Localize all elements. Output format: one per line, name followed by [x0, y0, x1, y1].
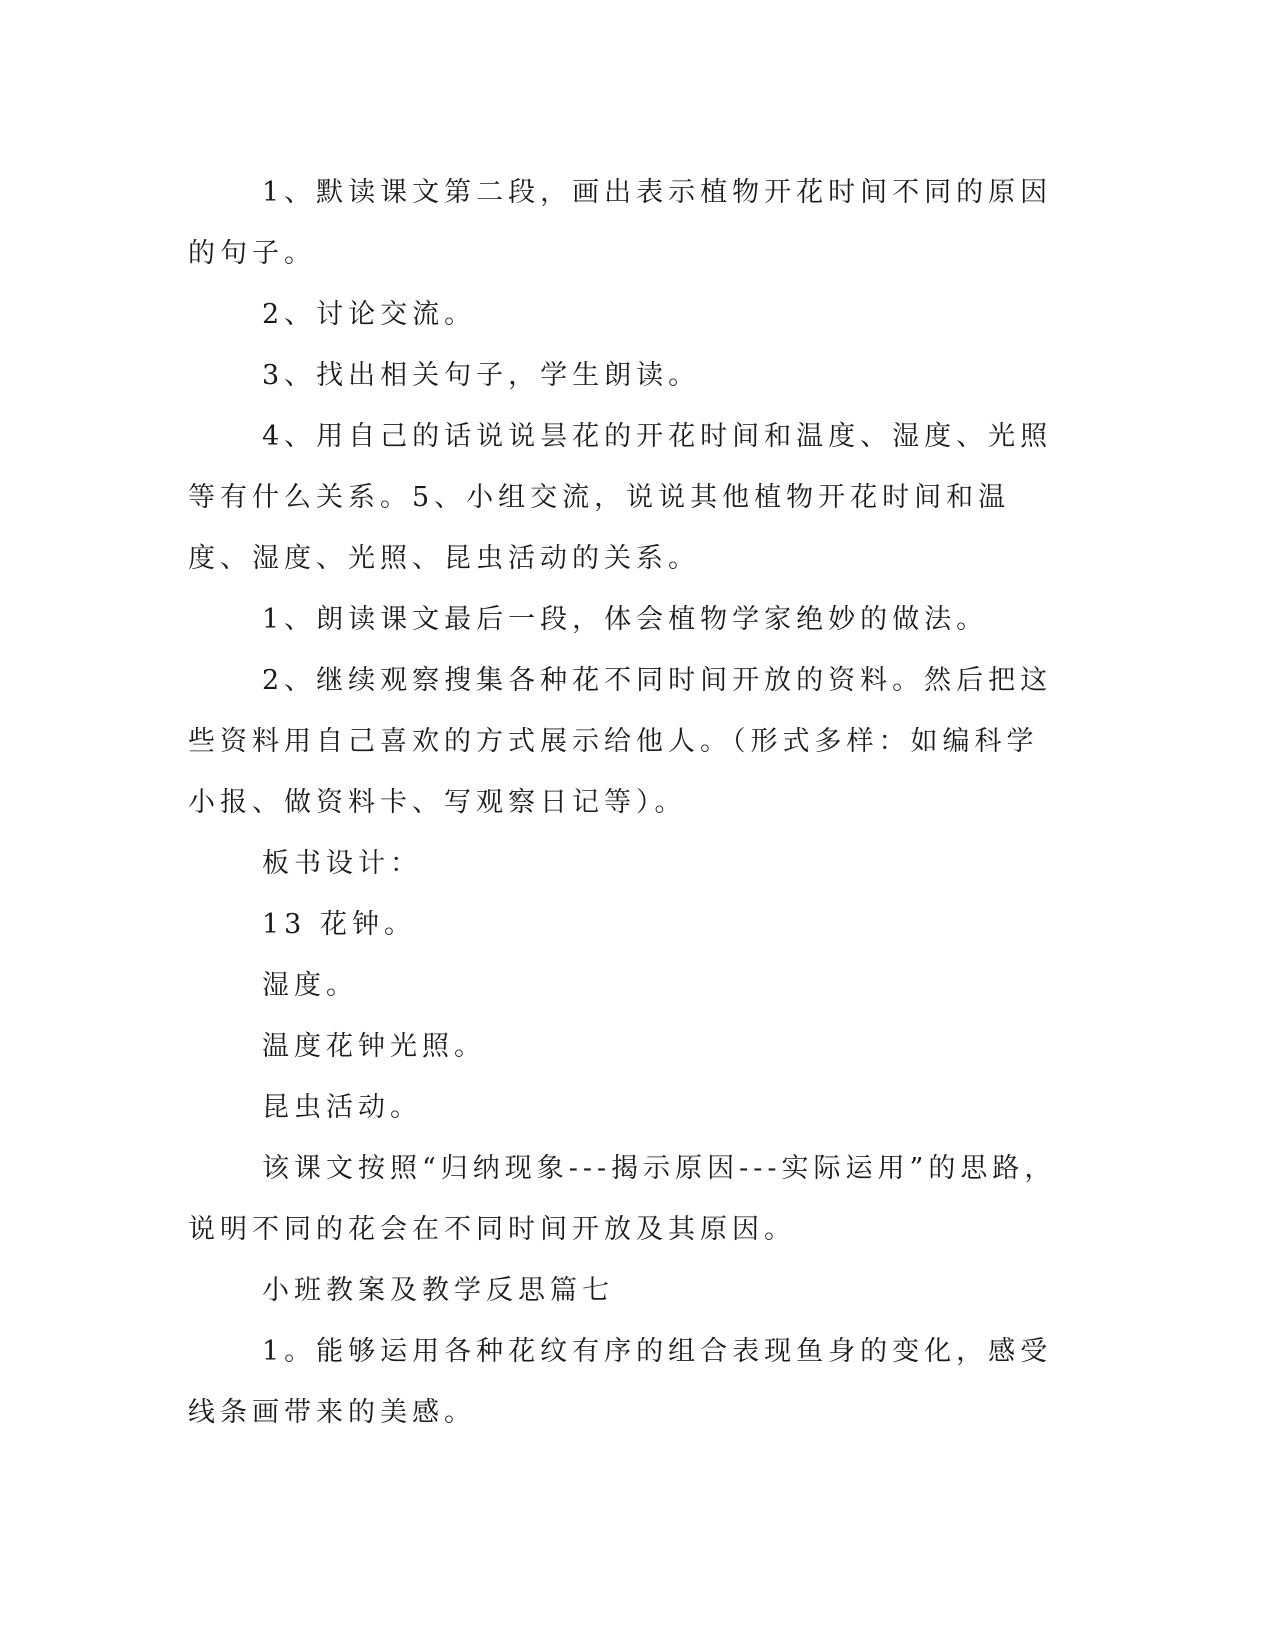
paragraph-last-section-2: 2、继续观察搜集各种花不同时间开放的资料。然后把这些资料用自己喜欢的方式展示给他人。（形式多样：如编科学小报、做资料卡、写观察日记等）。 — [188, 665, 1053, 818]
paragraph-summary: 该课文按照“归纳现象---揭示原因---实际运用”的思路，说明不同的花会在不同时间开放及其原因。 — [188, 1153, 1057, 1245]
body-text — [188, 162, 1068, 1443]
board-design-heading: 板书设计： — [262, 848, 422, 879]
board-line-insects: 昆虫活动。 — [262, 1092, 422, 1123]
paragraph-step-2-discuss: 2、讨论交流。 — [262, 299, 477, 330]
section-heading: 小班教案及教学反思篇七 — [262, 1275, 614, 1306]
paragraph-step-3-find: 3、找出相关句子，学生朗读。 — [262, 360, 701, 391]
board-line-temperature: 温度花钟光照。 — [262, 1031, 486, 1062]
board-line-title: 13 花钟。 — [262, 909, 416, 940]
paragraph-last-section-1: 1、朗读课文最后一段，体会植物学家绝妙的做法。 — [262, 604, 989, 635]
paragraph-objective-1: 1。能够运用各种花纹有序的组合表现鱼身的变化，感受线条画带来的美感。 — [188, 1336, 1053, 1428]
paragraph-step-4-5: 4、用自己的话说说昙花的开花时间和温度、湿度、光照等有什么关系。5、小组交流，说说其他植物开花时间和温度、湿度、光照、昆虫活动的关系。 — [188, 421, 1053, 574]
paragraph-step-1-read: 1、默读课文第二段，画出表示植物开花时间不同的原因的句子。 — [188, 177, 1053, 269]
board-line-humidity: 湿度。 — [262, 970, 358, 1001]
